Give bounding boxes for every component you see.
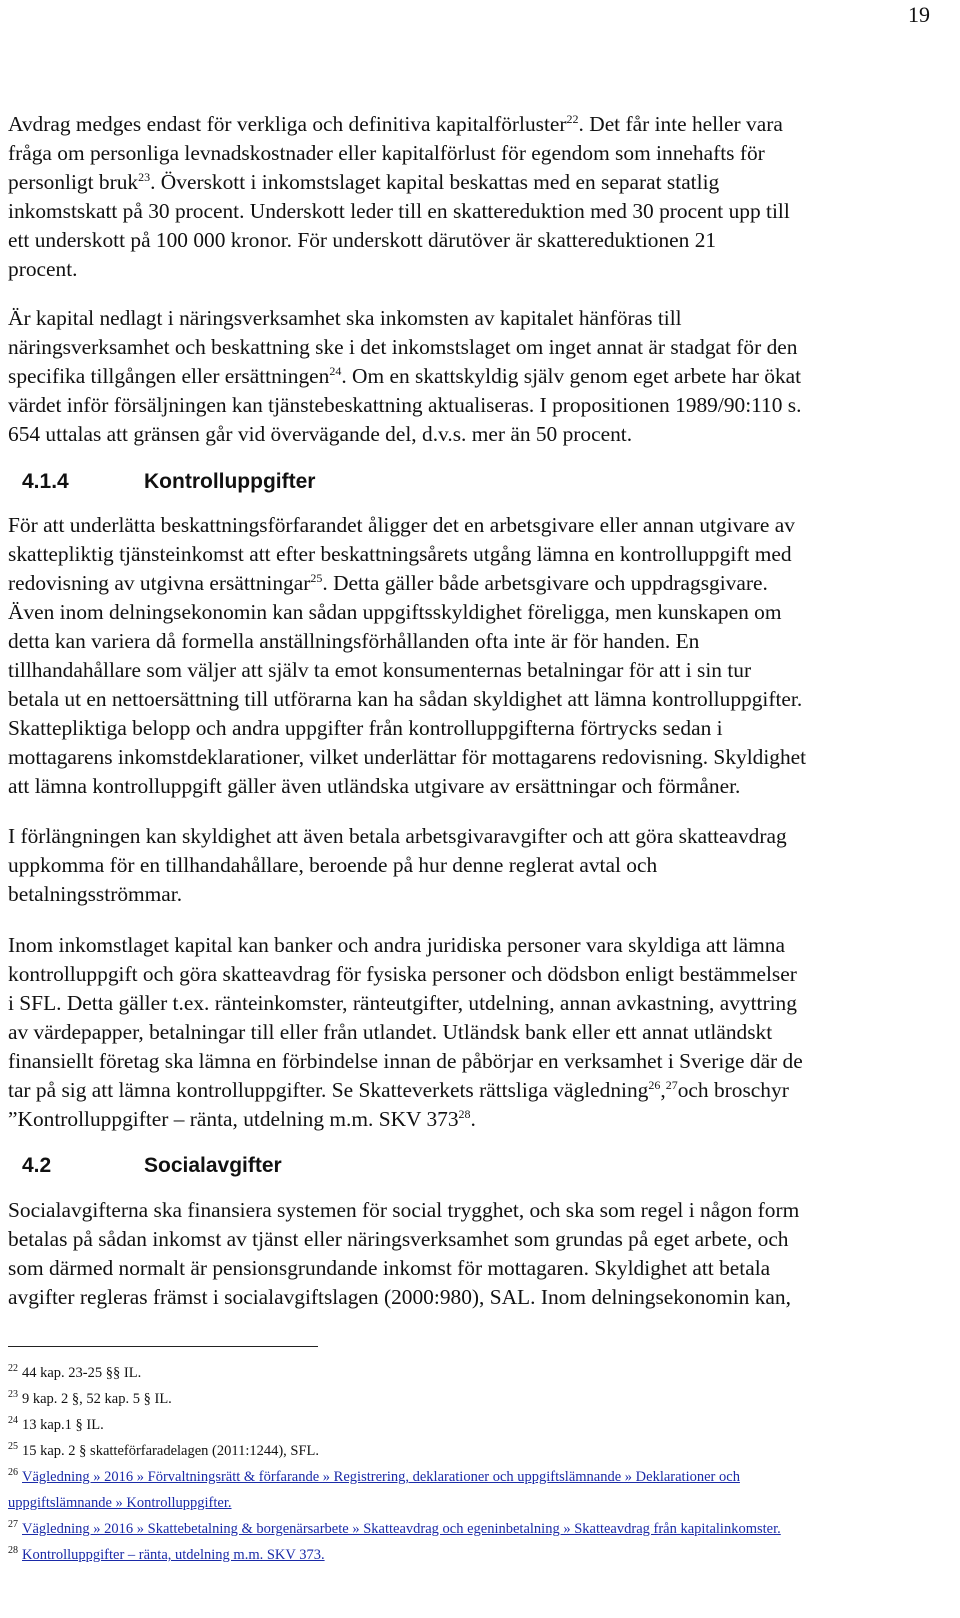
text-line: Är kapital nedlagt i näringsverksamhet ska inkomsten av kapitalet hänföras till	[8, 306, 682, 330]
text-line: skattepliktig tjänsteinkomst att efter beskattningsårets utgång lämna en kontrolluppgift med	[8, 542, 792, 566]
text-line: procent.	[8, 257, 78, 281]
section-number: 4.1.4	[22, 470, 69, 493]
text-line: tillhandahållare som väljer att själv ta emot konsumenternas betalningar för att i sin tur	[8, 658, 752, 682]
paragraph-capital-losses	[8, 110, 938, 284]
paragraph-business-capital	[8, 304, 938, 449]
page-number: 19	[908, 2, 930, 27]
text-line: ”Kontrolluppgifter – ränta, utdelning m.m. SKV $373^{28}$.	[8, 1107, 476, 1131]
footnote-ref-28[interactable]: 28	[458, 1107, 471, 1121]
text-line: Socialavgifterna ska finansiera systemen för social trygghet, och ska som regel i någon form	[8, 1198, 800, 1222]
footnote-28: $^{28}$ Kontrolluppgifter – ränta, utdelning m.m. SKV 373.	[8, 1545, 325, 1563]
footnote-separator	[8, 1346, 318, 1347]
text-line: avgifter regleras främst i socialavgiftslagen (2000:980), SAL. Inom delningsekonomin kan,	[8, 1285, 791, 1309]
footnote-ref-24[interactable]: 24	[329, 364, 342, 378]
section-title: Kontrolluppgifter	[144, 470, 316, 493]
text-line: personligt bruk$^{23}$. Överskott i inkomstslaget kapital beskattas med en separat statlig	[8, 170, 720, 194]
text-line: betalningsströmmar.	[8, 882, 183, 906]
footnote-ref-26[interactable]: 26	[648, 1078, 661, 1092]
text-line: i SFL. Detta gäller t.ex. ränteinkomster, ränteutgifter, utdelning, annan avkastning, avyttring	[8, 991, 797, 1015]
footnote-25: $^{25}$ 15 kap. 2 § skatteförfaradelagen (2011:1244), SFL.	[8, 1441, 320, 1459]
text-line: redovisning av utgivna ersättningar$^{25}$. Detta gäller både arbetsgivare och uppdragsgivare.	[8, 571, 768, 595]
text-line: tar på sig att lämna kontrolluppgifter. Se Skatteverkets rättsliga vägledning$^{26}$,$^{27}$och broschyr	[8, 1078, 789, 1102]
text-line: detta kan variera då formella anställningsförhållanden ofta inte är för handen. En	[8, 629, 700, 653]
text-line: som därmed normalt är pensionsgrundande inkomst för mottagaren. Skyldighet att betala	[8, 1256, 771, 1280]
paragraph-capital-income-reporting	[8, 931, 938, 1134]
text-line: fråga om personliga levnadskostnader eller kapitalförlust för egendom som innehafts för	[8, 141, 765, 165]
text-line: av värdepapper, betalningar till eller från utlandet. Utländsk bank eller ett annat utländskt	[8, 1020, 773, 1044]
footnote-ref-22[interactable]: 22	[566, 112, 579, 126]
text-line: näringsverksamhet och beskattning ske i det inkomstslaget om inget annat är stadgat för den	[8, 335, 798, 359]
footnote-ref-25[interactable]: 25	[310, 571, 323, 585]
text-line: 654 uttalas att gränsen går vid övervägande del, d.v.s. mer än 50 procent.	[8, 422, 633, 446]
footnote-link-26[interactable]: Vägledning » 2016 » Förvaltningsrätt & förfarande » Registrering, deklarationer och uppgiftslämnande » Deklarationer och	[22, 1469, 740, 1485]
paragraph-control-statements	[8, 511, 938, 801]
text-line: Avdrag medges endast för verkliga och definitiva kapitalförluster$^{22}$. Det får inte heller vara	[8, 112, 783, 136]
text-line: uppkomma för en tillhandahållare, beroende på hur denne reglerat avtal och	[8, 853, 658, 877]
text-line: betalas på sådan inkomst av tjänst eller näringsverksamhet som grundas på eget arbete, och	[8, 1227, 789, 1251]
text-line: mottagarens inkomstdeklarationer, vilket underlättar för mottagarens redovisning. Skyldighet	[8, 745, 807, 769]
footnote-link-28[interactable]: Kontrolluppgifter – ränta, utdelning m.m. SKV 373.	[22, 1547, 325, 1563]
text-line: ett underskott på 100 000 kronor. För underskott därutöver är skattereduktionen 21	[8, 228, 717, 252]
text-line: Även inom delningsekonomin kan sådan uppgiftsskyldighet föreligga, men kunskapen om	[8, 600, 782, 624]
paragraph-social-fees	[8, 1196, 938, 1312]
footnote-26: $^{26}$ Vägledning » 2016 » Förvaltningsrätt & förfarande » Registrering, deklarationer och uppgiftslämnande » Deklarationer och	[8, 1467, 740, 1485]
footnote-ref-27[interactable]: 27	[665, 1078, 678, 1092]
text-line: specifika tillgången eller ersättningen$^{24}$. Om en skattskyldig själv genom eget arbete har ökat	[8, 364, 802, 388]
text-line: Skattepliktiga belopp och andra uppgifter från kontrolluppgifterna förtrycks sedan i	[8, 716, 723, 740]
text-line: värdet inför försäljningen kan tjänstebeskattning aktualiseras. I propositionen 1989/90:110 s.	[8, 393, 802, 417]
footnote-23: $^{23}$ 9 kap. 2 §, 52 kap. 5 § IL.	[8, 1389, 172, 1407]
paragraph-employer-fees	[8, 822, 938, 909]
text-line: I förlängningen kan skyldighet att även betala arbetsgivaravgifter och att göra skatteavdrag	[8, 824, 787, 848]
section-heading-socialavgifter	[22, 1154, 282, 1178]
text-line: inkomstskatt på 30 procent. Underskott leder till en skattereduktion med 30 procent upp till	[8, 199, 790, 223]
footnote-link-27[interactable]: Vägledning » 2016 » Skattebetalning & borgenärsarbete » Skatteavdrag och egeninbetalning » Skatteavdrag från kapitalinkomster.	[22, 1521, 781, 1537]
text-line: Inom inkomstlaget kapital kan banker och andra juridiska personer vara skyldiga att lämna	[8, 933, 785, 957]
text-line: att lämna kontrolluppgift gäller även utländska utgivare av ersättningar och förmåner.	[8, 774, 741, 798]
footnote-26-continued	[8, 1494, 232, 1512]
section-heading-kontrolluppgifter	[22, 470, 315, 494]
section-title: Socialavgifter	[144, 1154, 282, 1177]
text-line: finansiellt företag ska lämna en förbindelse innan de påbörjar en verksamhet i Sverige där de	[8, 1049, 803, 1073]
footnote-ref-23[interactable]: 23	[138, 170, 151, 184]
text-line: För att underlätta beskattningsförfarandet åligger det en arbetsgivare eller annan utgivare av	[8, 513, 795, 537]
text-line: betala ut en nettoersättning till utförarna kan ha sådan skyldighet att lämna kontrolluppgifter.	[8, 687, 803, 711]
section-number: 4.2	[22, 1154, 52, 1177]
footnote-link-26-continued[interactable]: uppgiftslämnande » Kontrolluppgifter.	[8, 1495, 232, 1511]
footnote-24: $^{24}$ 13 kap.1 § IL.	[8, 1415, 104, 1433]
footnote-22: $^{22}$ 44 kap. 23-25 §§ IL.	[8, 1363, 142, 1381]
footnote-27: $^{27}$ Vägledning » 2016 » Skattebetalning & borgenärsarbete » Skatteavdrag och egeninbetalning » Skatteavdrag från kapitalinkomster.	[8, 1519, 781, 1537]
text-line: kontrolluppgift och göra skatteavdrag för fysiska personer och dödsbon enligt bestämmelser	[8, 962, 797, 986]
